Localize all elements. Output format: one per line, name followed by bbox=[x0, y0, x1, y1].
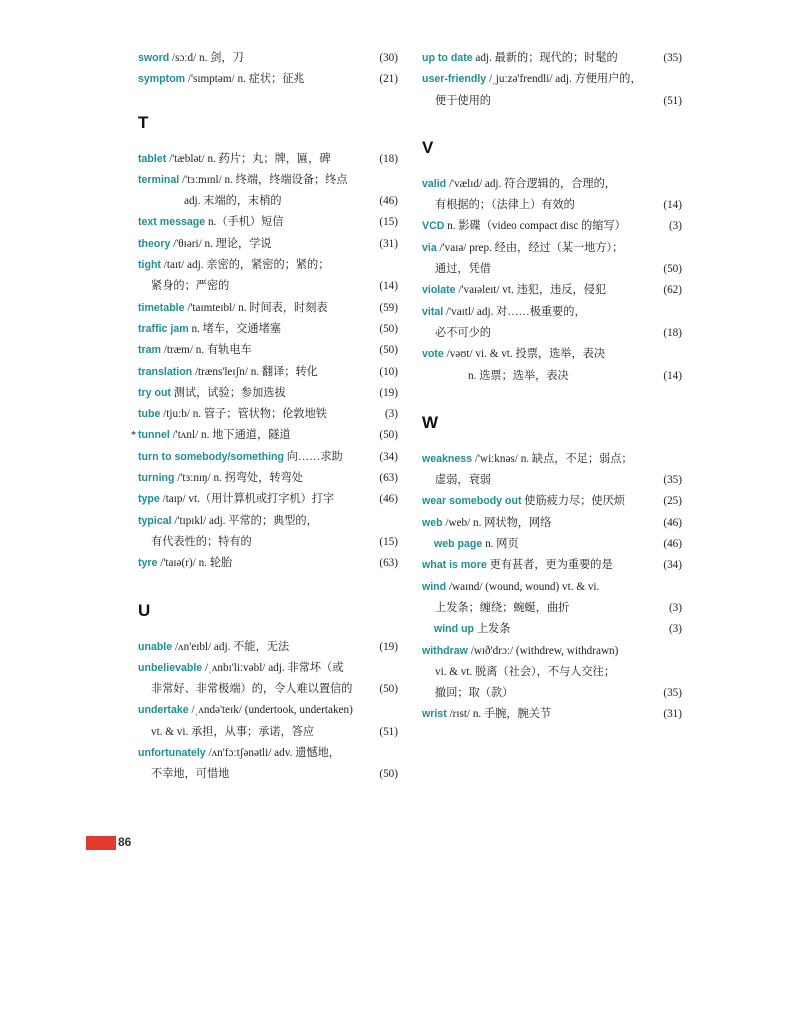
glossary-entry bbox=[138, 170, 398, 213]
entry-page-ref: (50) bbox=[379, 683, 398, 696]
entry-star-mark: * bbox=[131, 430, 136, 442]
entry-first-line bbox=[422, 216, 682, 237]
entry-headword: tube bbox=[138, 408, 161, 421]
entry-definition: /'tɪpɪkl/ adj. 平常的；典型的， bbox=[174, 514, 318, 527]
entries-u bbox=[138, 637, 398, 786]
glossary-entry bbox=[422, 69, 682, 112]
entry-headword: vote bbox=[422, 348, 444, 361]
entry-first-line bbox=[422, 513, 682, 534]
entry-definition: /waɪnd/ (wound, wound) vt. & vi. bbox=[448, 580, 600, 593]
entry-headword: wrist bbox=[422, 708, 447, 721]
entry-page-ref: (51) bbox=[379, 725, 398, 738]
entry-page-ref: (15) bbox=[379, 535, 398, 548]
entry-first-line bbox=[138, 489, 398, 510]
entry-continuation-line bbox=[422, 323, 682, 344]
glossary-entry bbox=[138, 362, 398, 383]
entry-continuation-line bbox=[422, 662, 682, 683]
entry-definition: /'vaɪə/ prep. 经由，经过（某一地方）； bbox=[439, 241, 624, 254]
entry-continuation-line bbox=[422, 470, 682, 491]
entry-definition: /'tɜːnɪŋ/ n. 拐弯处，转弯处 bbox=[177, 472, 303, 485]
entry-headword: turning bbox=[138, 472, 175, 485]
glossary-entry bbox=[138, 69, 398, 90]
entry-headword: tram bbox=[138, 344, 161, 357]
entry-page-ref: (50) bbox=[379, 322, 398, 335]
entry-definition: /'wiːknəs/ n. 缺点，不足；弱点； bbox=[474, 452, 633, 465]
entry-first-line bbox=[138, 743, 398, 764]
entry-page-ref: (18) bbox=[663, 326, 682, 339]
entry-headword: type bbox=[138, 493, 160, 506]
entry-page-ref: (35) bbox=[663, 52, 682, 64]
right-column bbox=[422, 48, 682, 726]
entry-definition: /vəʊt/ vi. & vt. 投票，选举，表决 bbox=[446, 348, 606, 361]
glossary-entry bbox=[138, 340, 398, 361]
entry-first-line bbox=[138, 212, 398, 233]
entry-continuation-line bbox=[138, 191, 398, 212]
entry-headword: vital bbox=[422, 305, 444, 318]
glossary-entry bbox=[422, 344, 682, 387]
entry-continuation-line bbox=[422, 259, 682, 280]
glossary-entry bbox=[138, 319, 398, 340]
entry-page-ref: (46) bbox=[663, 538, 682, 551]
entry-headword: text message bbox=[138, 216, 206, 229]
entry-definition: 紧身的；严密的 bbox=[151, 280, 230, 293]
entry-page-ref: (3) bbox=[668, 601, 682, 614]
entry-definition: /'vaɪtl/ adj. 对……极重要的， bbox=[446, 305, 586, 318]
glossary-entry bbox=[422, 491, 682, 512]
glossary-entry bbox=[138, 700, 398, 743]
entries-top-right bbox=[422, 48, 682, 112]
entry-definition: /'taɪə(r)/ n. 轮胎 bbox=[160, 557, 233, 570]
entry-headword: timetable bbox=[138, 301, 185, 314]
entry-page-ref: (25) bbox=[663, 495, 682, 508]
entry-page-ref: (34) bbox=[379, 450, 398, 463]
entries-t bbox=[131, 149, 398, 575]
entry-headword: sword bbox=[138, 52, 170, 64]
entry-definition: /'θɪəri/ n. 理论，学说 bbox=[173, 237, 272, 250]
entry-first-line bbox=[138, 637, 398, 658]
entry-first-line bbox=[138, 447, 398, 468]
entry-page-ref: (10) bbox=[379, 365, 398, 378]
entry-definition: 不幸地，可惜地 bbox=[151, 768, 230, 781]
entry-page-ref: (31) bbox=[663, 708, 682, 721]
glossary-entry bbox=[138, 511, 398, 554]
entry-definition: 便于使用的 bbox=[435, 94, 491, 107]
glossary-entry bbox=[138, 743, 398, 786]
glossary-entry bbox=[138, 383, 398, 404]
entry-definition: 更有甚者，更为重要的是 bbox=[489, 559, 613, 572]
entry-definition: /ʌn'fɔːtʃənətli/ adv. 遗憾地， bbox=[208, 747, 340, 760]
entry-headword: tyre bbox=[138, 557, 158, 570]
entry-definition: /'taɪmteɪbl/ n. 时间表，时刻表 bbox=[187, 301, 328, 314]
entry-definition: /'tʌnl/ n. 地下通道，隧道 bbox=[172, 429, 291, 442]
entry-definition: 撤回；取（款） bbox=[435, 687, 514, 700]
entry-definition: n. 选票；选举，表决 bbox=[468, 369, 569, 382]
entry-definition: n. 堵车，交通堵塞 bbox=[191, 322, 281, 335]
entry-definition: 非常好、非常极端）的，令人难以置信的 bbox=[151, 683, 353, 696]
entry-headword: unfortunately bbox=[138, 747, 206, 760]
entry-first-line bbox=[138, 48, 398, 69]
entry-definition: 有代表性的；特有的 bbox=[151, 535, 252, 548]
entry-continuation-line bbox=[422, 366, 682, 387]
entry-headword: unbelievable bbox=[138, 661, 203, 674]
page-number: 86 bbox=[118, 835, 132, 849]
entry-definition: vt. & vi. 承担，从事；承诺，答应 bbox=[151, 725, 315, 738]
entry-headword: what is more bbox=[422, 559, 487, 572]
entry-continuation-line bbox=[422, 598, 682, 619]
entry-definition: vi. & vt. 脱离（社会），不与人交往； bbox=[435, 665, 615, 678]
glossary-entry bbox=[138, 637, 398, 658]
entry-continuation-line bbox=[422, 683, 682, 704]
entry-definition: adj. 最新的；现代的；时髦的 bbox=[475, 52, 618, 64]
entry-first-line bbox=[422, 69, 682, 90]
letter-heading-u: U bbox=[138, 600, 151, 620]
entry-definition: /ˌʌnbɪ'liːvəbl/ adj. 非常坏（或 bbox=[204, 661, 344, 674]
glossary-entry bbox=[138, 212, 398, 233]
entry-first-line bbox=[422, 48, 682, 69]
entry-first-line bbox=[422, 280, 682, 301]
entry-page-ref: (46) bbox=[663, 516, 682, 529]
glossary-entry bbox=[138, 404, 398, 425]
entry-page-ref: (51) bbox=[663, 94, 682, 107]
entry-page-ref: (3) bbox=[384, 408, 398, 421]
glossary-entry bbox=[422, 641, 682, 705]
entry-first-line bbox=[422, 577, 682, 598]
entry-headword: valid bbox=[422, 177, 447, 190]
entry-first-line bbox=[422, 174, 682, 195]
entry-first-line bbox=[422, 619, 682, 640]
entry-page-ref: (63) bbox=[379, 557, 398, 570]
entry-headword: try out bbox=[138, 386, 171, 399]
entry-page-ref: (50) bbox=[663, 263, 682, 276]
entry-page-ref: (15) bbox=[379, 216, 398, 229]
entry-headword: VCD bbox=[422, 220, 445, 233]
entry-first-line bbox=[138, 255, 398, 276]
entry-definition: 有根据的；（法律上）有效的 bbox=[435, 199, 575, 212]
glossary-entry bbox=[138, 48, 398, 69]
glossary-entry bbox=[138, 234, 398, 255]
glossary-entry bbox=[422, 174, 682, 217]
entry-continuation-line bbox=[138, 276, 398, 297]
entry-definition: n.（手机）短信 bbox=[207, 216, 284, 229]
entry-first-line bbox=[422, 449, 682, 470]
entry-first-line bbox=[138, 468, 398, 489]
entry-page-ref: (50) bbox=[379, 429, 398, 442]
entry-first-line bbox=[138, 511, 398, 532]
entry-first-line bbox=[138, 658, 398, 679]
entry-page-ref: (63) bbox=[379, 472, 398, 485]
entry-headword: tight bbox=[138, 259, 161, 272]
entry-first-line bbox=[422, 491, 682, 512]
entries-v bbox=[422, 174, 682, 387]
entry-headword: symptom bbox=[138, 73, 186, 86]
entry-first-line bbox=[422, 534, 682, 555]
entry-definition: n. 影碟（video compact disc 的缩写） bbox=[447, 220, 626, 233]
entry-first-line bbox=[422, 302, 682, 323]
entry-continuation-line bbox=[138, 722, 398, 743]
entry-first-line bbox=[138, 404, 398, 425]
entry-page-ref: (46) bbox=[379, 493, 398, 506]
entry-first-line bbox=[422, 238, 682, 259]
entry-page-ref: (31) bbox=[379, 237, 398, 250]
entry-first-line bbox=[422, 704, 682, 725]
entry-definition: /web/ n. 网状物，网络 bbox=[445, 516, 552, 529]
entry-definition: 上发条；缠绕；蜿蜒，曲折 bbox=[435, 601, 570, 614]
entry-first-line bbox=[138, 234, 398, 255]
entry-page-ref: (19) bbox=[379, 386, 398, 399]
entry-definition: /tjuːb/ n. 管子；管状物；伦敦地铁 bbox=[163, 408, 327, 421]
letter-heading-t: T bbox=[138, 112, 149, 132]
entry-definition: 使筋疲力尽；使厌烦 bbox=[524, 495, 625, 508]
entry-page-ref: (35) bbox=[663, 687, 682, 700]
entry-headword: wind up bbox=[434, 623, 475, 636]
entry-first-line bbox=[138, 298, 398, 319]
entry-page-ref: (21) bbox=[379, 73, 398, 86]
entry-headword: turn to somebody/something bbox=[138, 450, 284, 463]
glossary-entry bbox=[422, 280, 682, 301]
entry-headword: web bbox=[422, 516, 443, 529]
entry-definition: /wɪð'drɔː/ (withdrew, withdrawn) bbox=[470, 644, 619, 657]
entry-page-ref: (46) bbox=[379, 195, 398, 208]
entry-page-ref: (3) bbox=[668, 623, 682, 636]
glossary-entry bbox=[422, 704, 682, 725]
entry-definition: 虚弱，衰弱 bbox=[435, 474, 491, 487]
entry-definition: /ˌjuːzə'frendli/ adj. 方便用户的， bbox=[488, 73, 642, 86]
entry-page-ref: (35) bbox=[663, 474, 682, 487]
page-marker-bar bbox=[86, 836, 116, 850]
entry-definition: /taɪp/ vt.（用计算机或打字机）打字 bbox=[162, 493, 335, 506]
entry-definition: /'tæblət/ n. 药片；丸；牌，匾，碑 bbox=[169, 152, 331, 165]
entry-definition: n. 网页 bbox=[485, 538, 519, 551]
glossary-entry bbox=[138, 447, 398, 468]
entry-definition: /sɔːd/ n. 剑，刀 bbox=[172, 52, 244, 64]
entry-definition: /'vælɪd/ adj. 符合逻辑的，合理的， bbox=[448, 177, 616, 190]
entry-headword: wear somebody out bbox=[422, 495, 522, 508]
entry-definition: 向……求助 bbox=[286, 450, 343, 463]
entry-continuation-line bbox=[138, 532, 398, 553]
entry-page-ref: (14) bbox=[663, 199, 682, 212]
entry-headword: weakness bbox=[422, 452, 473, 465]
entry-page-ref: (18) bbox=[379, 152, 398, 165]
entry-first-line bbox=[138, 319, 398, 340]
entry-headword: user-friendly bbox=[422, 73, 487, 86]
entry-first-line bbox=[138, 383, 398, 404]
entry-first-line bbox=[138, 553, 398, 574]
entry-headword: violate bbox=[422, 284, 456, 297]
entry-page-ref: (59) bbox=[379, 301, 398, 314]
entry-first-line bbox=[131, 425, 398, 446]
glossary-entry bbox=[422, 238, 682, 281]
entry-definition: 测试，试验；参加选拔 bbox=[173, 386, 286, 399]
entry-page-ref: (14) bbox=[379, 280, 398, 293]
glossary-entry bbox=[138, 298, 398, 319]
entry-definition: /ˌʌndə'teɪk/ (undertook, undertaken) bbox=[191, 704, 353, 717]
entry-headword: web page bbox=[434, 538, 483, 551]
entry-definition: /træns'leɪʃn/ n. 翻译；转化 bbox=[194, 365, 318, 378]
glossary-entry bbox=[138, 553, 398, 574]
glossary-entry bbox=[422, 302, 682, 345]
entry-headword: unable bbox=[138, 640, 173, 653]
entry-page-ref: (3) bbox=[668, 220, 682, 233]
entry-definition: adj. 末端的，末梢的 bbox=[184, 195, 282, 208]
entry-continuation-line bbox=[422, 195, 682, 216]
entry-definition: /træm/ n. 有轨电车 bbox=[163, 344, 252, 357]
entry-page-ref: (34) bbox=[663, 559, 682, 572]
entry-headword: tunnel bbox=[138, 429, 170, 442]
glossary-entry bbox=[422, 449, 682, 492]
entry-continuation-line bbox=[422, 91, 682, 112]
entry-page-ref: (19) bbox=[379, 640, 398, 653]
glossary-entry bbox=[422, 619, 682, 640]
entry-definition: /'tɜːmɪnl/ n. 终端，终端设备；终点 bbox=[182, 173, 348, 186]
entry-page-ref: (50) bbox=[379, 768, 398, 781]
entry-headword: tablet bbox=[138, 152, 167, 165]
entry-page-ref: (14) bbox=[663, 369, 682, 382]
entry-headword: via bbox=[422, 241, 437, 254]
entry-first-line bbox=[138, 340, 398, 361]
glossary-entry bbox=[138, 468, 398, 489]
letter-heading-w: W bbox=[422, 412, 439, 432]
glossary-entry bbox=[422, 48, 682, 69]
entry-page-ref: (30) bbox=[379, 52, 398, 64]
entry-definition: /taɪt/ adj. 亲密的，紧密的；紧的； bbox=[163, 259, 330, 272]
entry-continuation-line bbox=[138, 764, 398, 785]
entry-definition: /'vaɪəleɪt/ vt. 违犯，违反，侵犯 bbox=[458, 284, 607, 297]
entry-first-line bbox=[138, 700, 398, 721]
entry-definition: /'sɪmptəm/ n. 症状；征兆 bbox=[187, 73, 305, 86]
glossary-entry bbox=[422, 216, 682, 237]
entry-headword: up to date bbox=[422, 52, 473, 64]
entry-first-line bbox=[138, 170, 398, 191]
entry-definition: 通过，凭借 bbox=[435, 263, 491, 276]
glossary-entry bbox=[422, 513, 682, 534]
entry-headword: typical bbox=[138, 514, 172, 527]
letter-heading-v: V bbox=[422, 137, 434, 157]
entry-headword: theory bbox=[138, 237, 171, 250]
left-column bbox=[131, 48, 398, 786]
glossary-entry bbox=[138, 489, 398, 510]
glossary-entry bbox=[422, 534, 682, 555]
entry-headword: translation bbox=[138, 365, 193, 378]
glossary-entry bbox=[131, 425, 398, 446]
entry-first-line bbox=[138, 149, 398, 170]
entry-continuation-line bbox=[138, 679, 398, 700]
glossary-entry bbox=[422, 577, 682, 620]
glossary-entry bbox=[138, 658, 398, 701]
glossary-entry bbox=[138, 149, 398, 170]
entry-definition: /rɪst/ n. 手腕，腕关节 bbox=[449, 708, 552, 721]
glossary-entry bbox=[138, 255, 398, 298]
entry-first-line bbox=[422, 641, 682, 662]
glossary-entry bbox=[422, 555, 682, 576]
entry-definition: 必不可少的 bbox=[435, 326, 491, 339]
entry-headword: traffic jam bbox=[138, 322, 189, 335]
entries-top-left bbox=[138, 48, 398, 91]
entry-headword: wind bbox=[422, 580, 447, 593]
entries-w bbox=[422, 449, 682, 726]
entry-definition: /ʌn'eɪbl/ adj. 不能，无法 bbox=[174, 640, 290, 653]
entry-page-ref: (62) bbox=[663, 284, 682, 297]
entry-first-line bbox=[422, 555, 682, 576]
entry-page-ref: (50) bbox=[379, 344, 398, 357]
entry-first-line bbox=[422, 344, 682, 365]
entry-first-line bbox=[138, 69, 398, 90]
entry-first-line bbox=[138, 362, 398, 383]
entry-headword: terminal bbox=[138, 173, 180, 186]
entry-definition: 上发条 bbox=[476, 623, 511, 636]
entry-headword: withdraw bbox=[422, 644, 468, 657]
entry-headword: undertake bbox=[138, 704, 189, 717]
